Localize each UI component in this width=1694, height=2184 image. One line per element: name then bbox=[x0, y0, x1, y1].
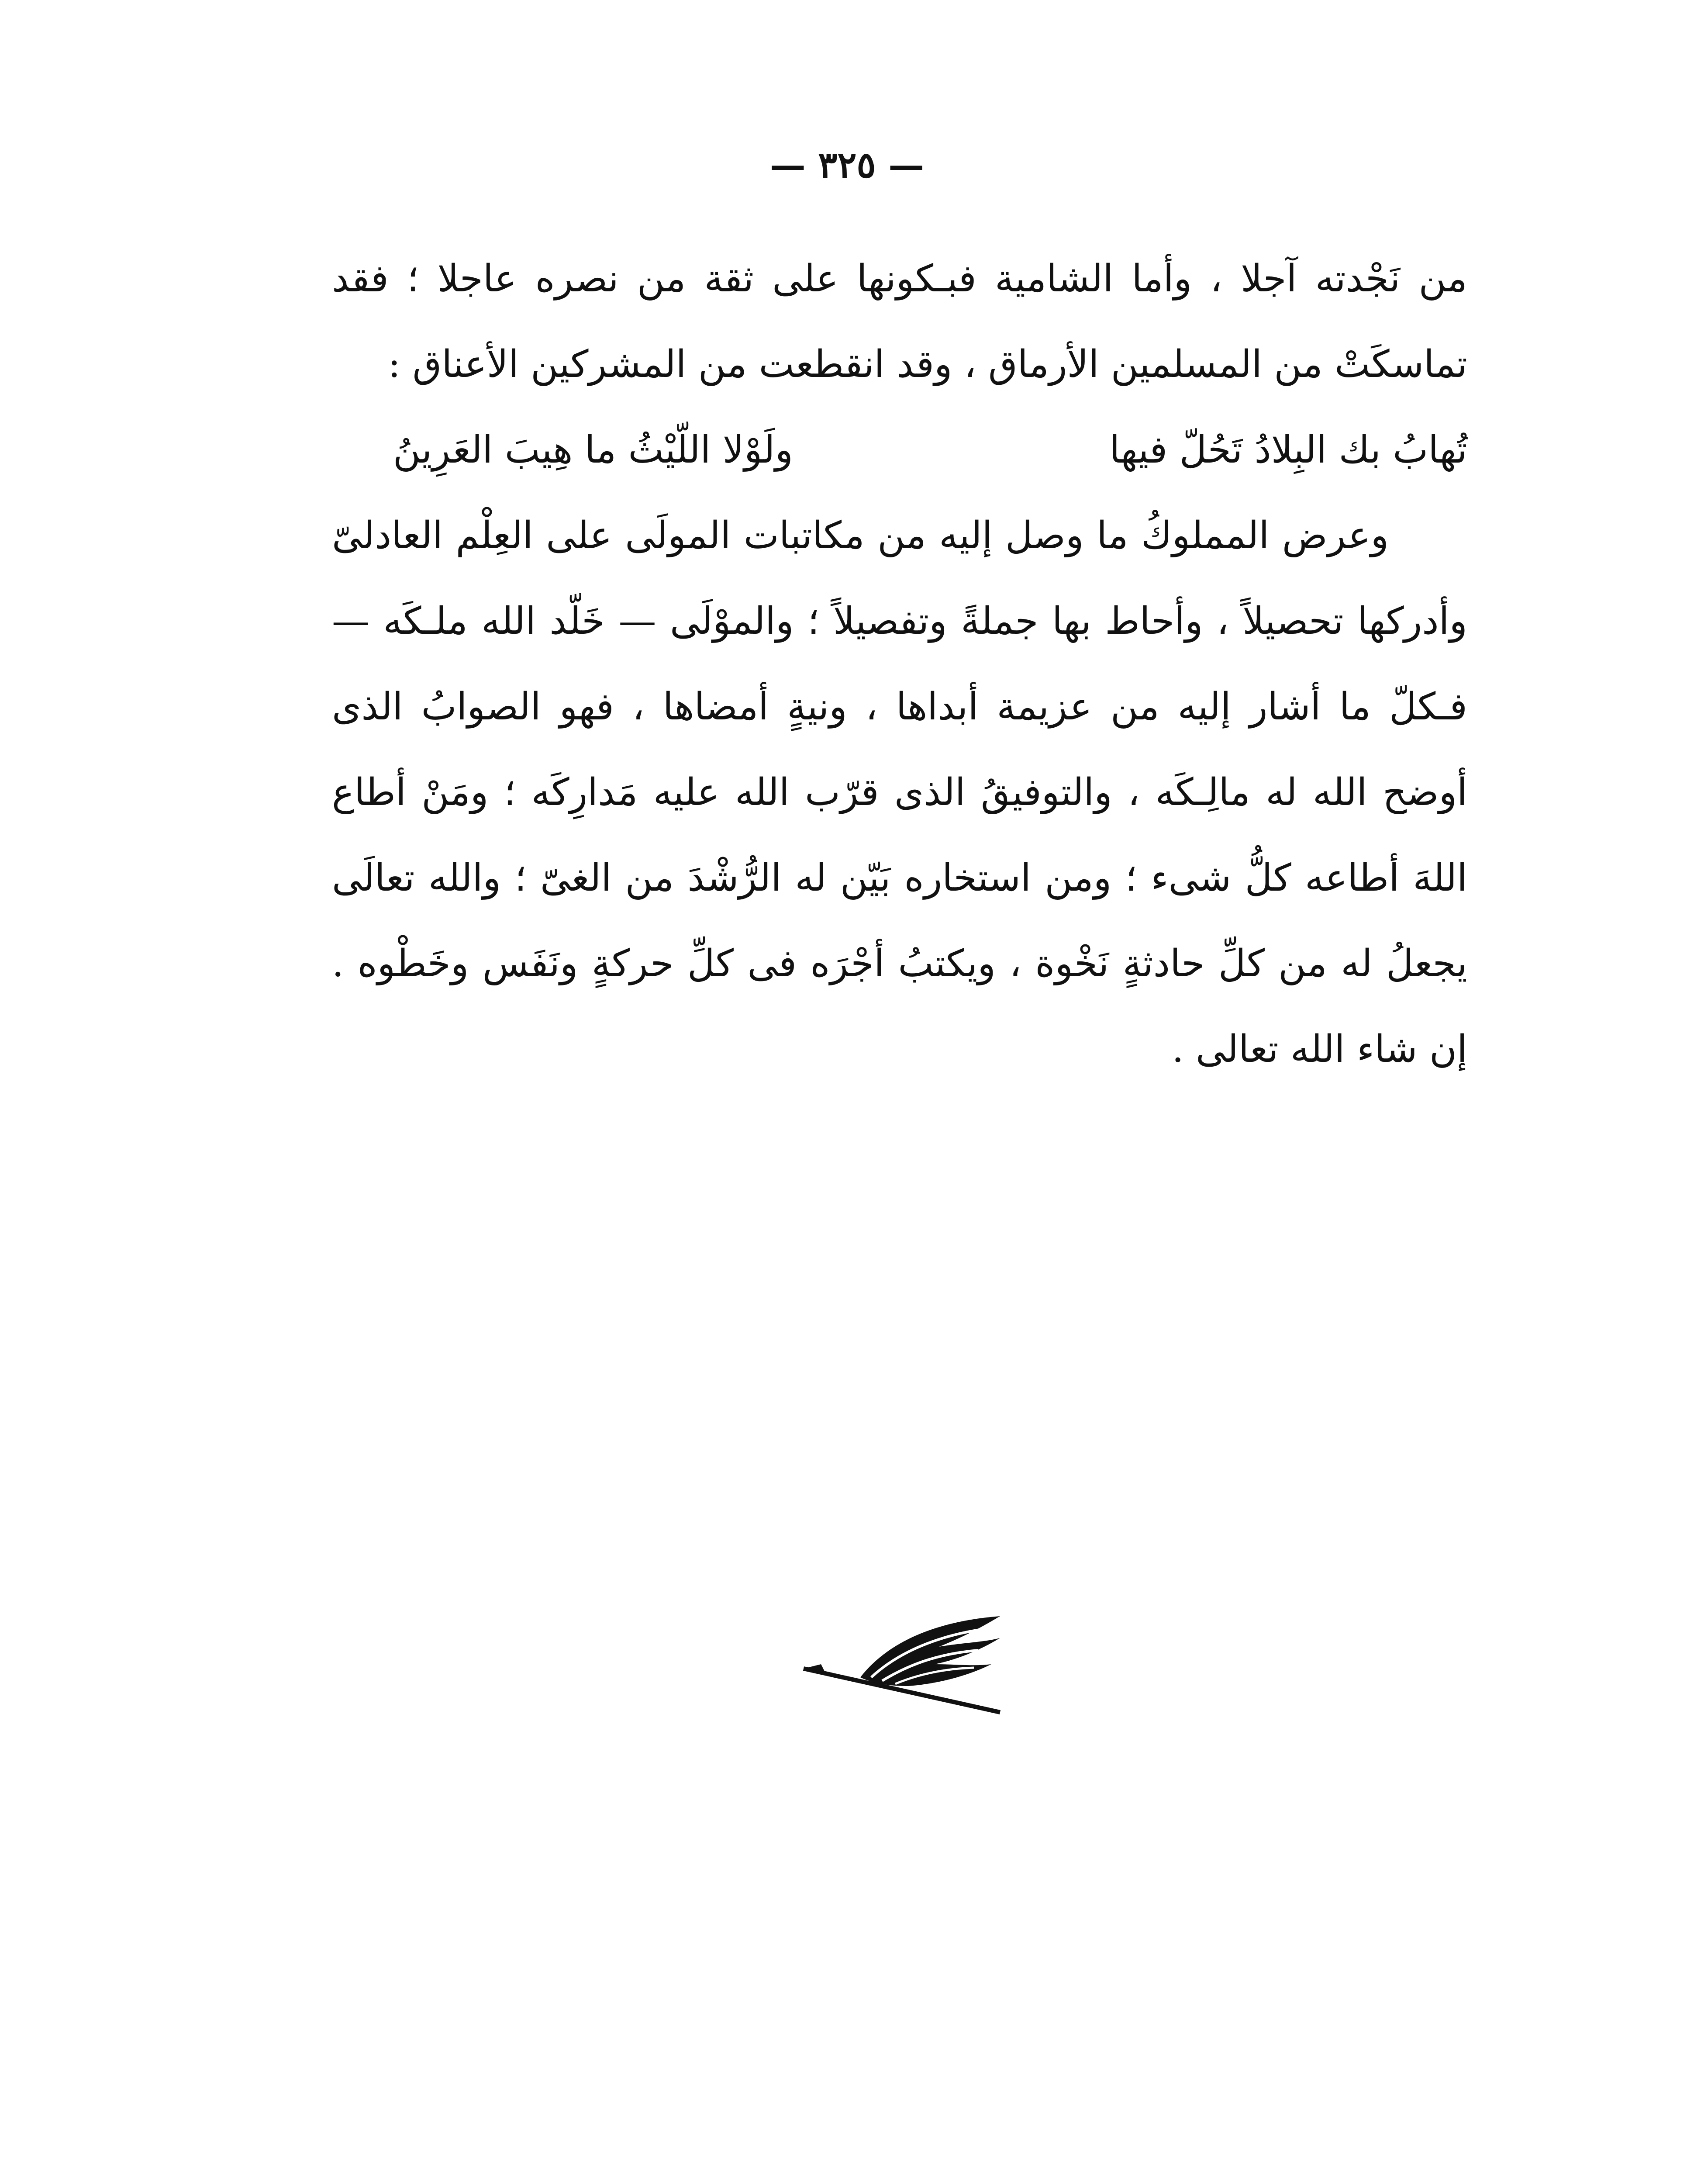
page-number: — ٣٢٥ — bbox=[769, 144, 925, 186]
verse-hemistich-2: ولَوْلا اللّيْثُ ما هِيبَ العَرِينُ bbox=[393, 428, 793, 472]
paragraph-2: وعرض المملوكُ ما وصل إليه من مكاتبات المولَى على العِلْم العادلىّ وأدركها تحصيلاً ، وأحاط بها جملةً وتفصيلاً ؛ والموْلَى — خَلّد الله ملـكَه — فـكلّ ما أشار إليه من عزيمة أبداها ، ونيةٍ أمضاها ، فهو الصوابُ الذى أوضح الله له مالِـكَه ، والتوفيقُ الذى قرّب الله عليه مَدارِكَه ؛ ومَنْ أطاع اللهَ أطاعه كلُّ شىء ؛ ومن استخاره بَيّن له الرُّشْدَ من الغىّ ؛ والله تعالَى يجعلُ له من كلِّ حادثةٍ نَخْوة ، ويكتبُ أجْرَه فى كلِّ حركةٍ ونَفَس وخَطْوه . إن شاء الله تعالى . bbox=[332, 514, 1467, 1071]
poetry-verse bbox=[393, 407, 1467, 493]
verse-hemistich-1: تُهابُ بك البِلادُ تَحُلّ فيها bbox=[1109, 428, 1467, 472]
body-text bbox=[332, 236, 1467, 1092]
quill-pen-ornament-icon bbox=[795, 1612, 1013, 1725]
paragraph-1: من نَجْدته آجلا ، وأما الشامية فبـكونها على ثقة من نصره عاجلا ؛ فقد تماسكَتْ من المسلمين الأرماق ، وقد انقطعت من المشركين الأعناق : bbox=[332, 257, 1467, 386]
